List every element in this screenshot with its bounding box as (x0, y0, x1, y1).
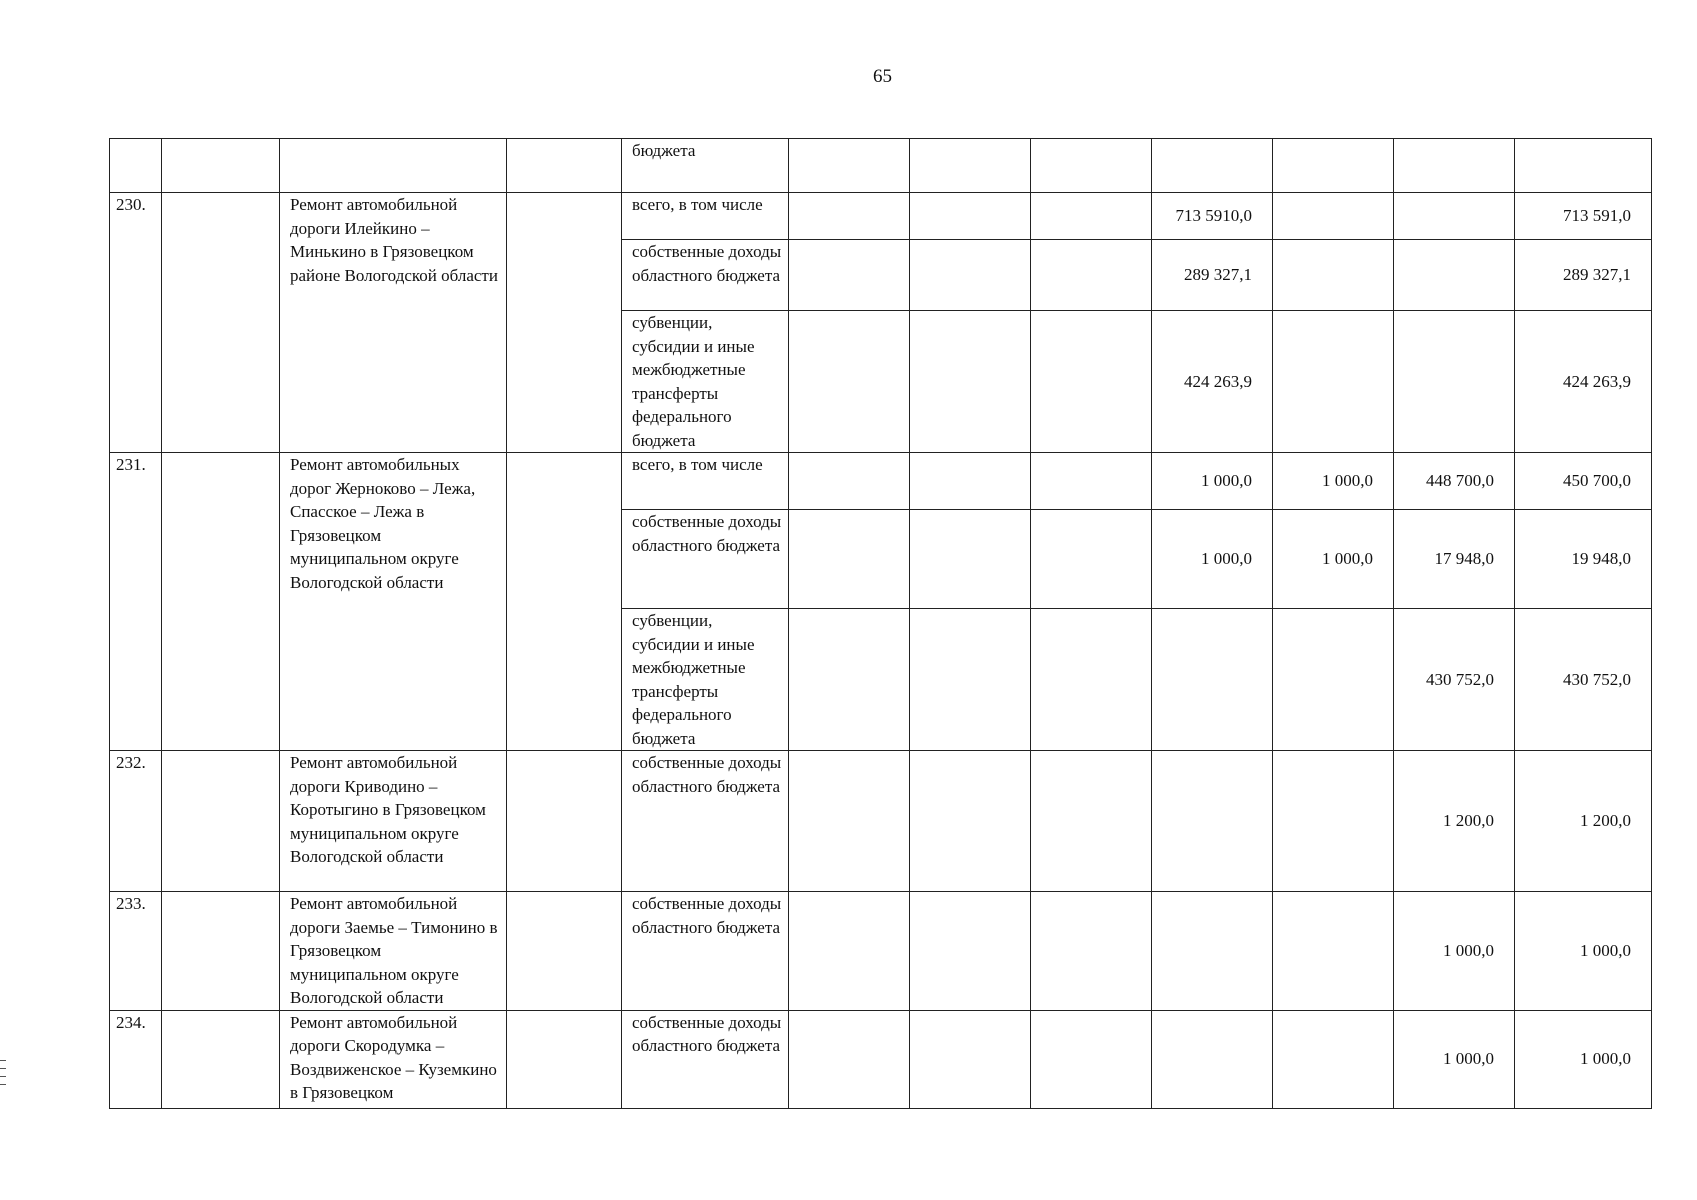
value-cell (1152, 609, 1273, 751)
table-row (110, 139, 1652, 193)
value-cell (910, 139, 1031, 193)
object-name-cell: Ремонт автомобильных дорог Жерноково – Лежа, Спасское – Лежа в Грязовецком муниципальном округе Вологодской области (280, 453, 507, 751)
value-cell (789, 240, 910, 311)
value-cell (1273, 311, 1394, 453)
object-name-cell: Ремонт автомобильной дороги Криводино – Коротыгино в Грязовецком муниципальном округе Вологодской области (280, 751, 507, 892)
empty-cell (507, 453, 622, 751)
row-number-cell: 234. (110, 1010, 162, 1108)
value-cell (1031, 1010, 1152, 1108)
value-cell (910, 1010, 1031, 1108)
object-name-cell: Ремонт автомобильной дороги Скородумка – Воздвиженское – Куземкино в Грязовецком (280, 1010, 507, 1108)
margin-tick (0, 1060, 6, 1061)
value-cell (789, 892, 910, 1011)
page-number: 65 (873, 66, 892, 87)
value-cell (1394, 311, 1515, 453)
funding-source-cell: собственные доходы областного бюджета (622, 751, 789, 892)
value-cell: 1 000,0 (1273, 510, 1394, 609)
funding-source-cell: субвенции, субсидии и иные межбюджетные трансферты федерального бюджета (622, 311, 789, 453)
value-cell (1031, 609, 1152, 751)
funding-source-cell: всего, в том числе (622, 193, 789, 240)
table-row (110, 892, 1652, 1011)
table-row (110, 1010, 1652, 1108)
value-cell: 1 200,0 (1515, 751, 1652, 892)
value-cell (789, 1010, 910, 1108)
value-cell (1394, 139, 1515, 193)
value-cell (910, 240, 1031, 311)
value-cell (1515, 139, 1652, 193)
value-cell: 424 263,9 (1152, 311, 1273, 453)
empty-cell (507, 751, 622, 892)
value-cell: 1 000,0 (1273, 453, 1394, 510)
value-cell (1273, 751, 1394, 892)
value-cell: 1 200,0 (1394, 751, 1515, 892)
value-cell: 289 327,1 (1515, 240, 1652, 311)
funding-source-cell: собственные доходы областного бюджета (622, 892, 789, 1011)
value-cell (1273, 1010, 1394, 1108)
empty-cell (507, 193, 622, 453)
value-cell (1152, 751, 1273, 892)
margin-tick (0, 1084, 6, 1085)
value-cell (1273, 892, 1394, 1011)
value-cell (1031, 193, 1152, 240)
empty-cell (507, 892, 622, 1011)
value-cell (789, 193, 910, 240)
object-name-cell (280, 139, 507, 193)
value-cell: 17 948,0 (1394, 510, 1515, 609)
funding-source-cell: собственные доходы областного бюджета (622, 1010, 789, 1108)
row-number-cell: 230. (110, 193, 162, 453)
margin-tick (0, 1068, 6, 1069)
value-cell: 430 752,0 (1394, 609, 1515, 751)
row-number-cell: 233. (110, 892, 162, 1011)
value-cell (910, 751, 1031, 892)
value-cell (910, 609, 1031, 751)
row-number-cell: 232. (110, 751, 162, 892)
value-cell (910, 311, 1031, 453)
funding-source-cell: субвенции, субсидии и иные межбюджетные трансферты федерального бюджета (622, 609, 789, 751)
table-row (110, 453, 1652, 510)
value-cell: 1 000,0 (1394, 892, 1515, 1011)
budget-table (109, 138, 1652, 1109)
empty-cell (507, 139, 622, 193)
value-cell (1031, 240, 1152, 311)
value-cell: 1 000,0 (1515, 892, 1652, 1011)
value-cell (1273, 139, 1394, 193)
margin-tick (0, 1076, 6, 1077)
value-cell (1152, 1010, 1273, 1108)
value-cell: 1 000,0 (1394, 1010, 1515, 1108)
value-cell (1152, 139, 1273, 193)
value-cell (789, 510, 910, 609)
row-number-cell (110, 139, 162, 193)
value-cell (789, 609, 910, 751)
value-cell (1394, 193, 1515, 240)
value-cell (789, 751, 910, 892)
value-cell (910, 193, 1031, 240)
funding-source-cell: бюджета (622, 139, 789, 193)
value-cell: 1 000,0 (1515, 1010, 1652, 1108)
value-cell: 450 700,0 (1515, 453, 1652, 510)
value-cell (910, 892, 1031, 1011)
value-cell (910, 510, 1031, 609)
value-cell: 289 327,1 (1152, 240, 1273, 311)
object-name-cell: Ремонт автомобильной дороги Заемье – Тимонино в Грязовецком муниципальном округе Вологодской области (280, 892, 507, 1011)
empty-cell (507, 1010, 622, 1108)
value-cell: 713 591,0 (1515, 193, 1652, 240)
value-cell: 448 700,0 (1394, 453, 1515, 510)
row-number-cell: 231. (110, 453, 162, 751)
margin-marks (0, 1060, 6, 1100)
value-cell (1394, 240, 1515, 311)
empty-cell (162, 193, 280, 453)
value-cell (1273, 240, 1394, 311)
value-cell (1031, 139, 1152, 193)
value-cell (1031, 453, 1152, 510)
empty-cell (162, 1010, 280, 1108)
table-row (110, 751, 1652, 892)
value-cell (789, 311, 910, 453)
value-cell: 430 752,0 (1515, 609, 1652, 751)
empty-cell (162, 751, 280, 892)
value-cell (1031, 892, 1152, 1011)
value-cell (1031, 311, 1152, 453)
value-cell (1031, 751, 1152, 892)
empty-cell (162, 892, 280, 1011)
value-cell: 713 5910,0 (1152, 193, 1273, 240)
value-cell: 424 263,9 (1515, 311, 1652, 453)
value-cell (789, 139, 910, 193)
value-cell (1152, 892, 1273, 1011)
funding-source-cell: собственные доходы областного бюджета (622, 240, 789, 311)
funding-source-cell: собственные доходы областного бюджета (622, 510, 789, 609)
value-cell (910, 453, 1031, 510)
table-row (110, 193, 1652, 240)
value-cell (1031, 510, 1152, 609)
empty-cell (162, 139, 280, 193)
funding-source-cell: всего, в том числе (622, 453, 789, 510)
value-cell: 1 000,0 (1152, 453, 1273, 510)
value-cell: 1 000,0 (1152, 510, 1273, 609)
value-cell: 19 948,0 (1515, 510, 1652, 609)
value-cell (1273, 609, 1394, 751)
empty-cell (162, 453, 280, 751)
object-name-cell: Ремонт автомобильной дороги Илейкино – Минькино в Грязовецком районе Вологодской области (280, 193, 507, 453)
value-cell (789, 453, 910, 510)
value-cell (1273, 193, 1394, 240)
